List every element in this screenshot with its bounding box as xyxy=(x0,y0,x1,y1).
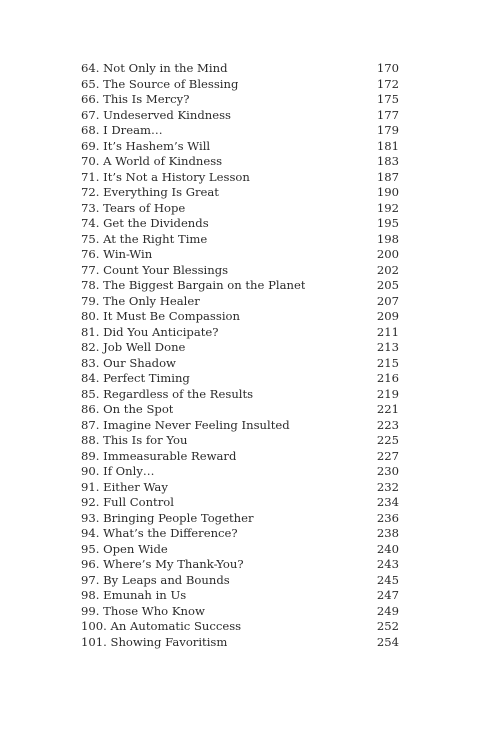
toc-entry-page-number: 219 xyxy=(376,386,399,401)
toc-entry[interactable] xyxy=(81,356,399,372)
toc-entry-title: 94. What’s the Difference? xyxy=(81,526,238,540)
toc-entry[interactable] xyxy=(81,325,399,341)
toc-entry[interactable] xyxy=(81,340,399,356)
toc-entry-page-number: 243 xyxy=(376,557,399,571)
toc-entry-page-number: 177 xyxy=(376,107,399,122)
toc-entry[interactable] xyxy=(81,635,399,651)
toc-entry-page-number: 209 xyxy=(376,309,399,323)
toc-entry-title: 66. This Is Mercy? xyxy=(81,92,190,106)
toc-entry[interactable] xyxy=(81,573,399,589)
toc-entry-page-number: 215 xyxy=(376,355,399,370)
toc-entry[interactable] xyxy=(81,154,399,170)
toc-entry-title: 71. It’s Not a History Lesson xyxy=(81,169,250,184)
toc-entry[interactable] xyxy=(81,619,399,635)
toc-entry-title: 75. At the Right Time xyxy=(81,231,208,246)
toc-entry[interactable] xyxy=(81,294,399,310)
toc-entry-title: 67. Undeserved Kindness xyxy=(81,107,231,122)
toc-entry-page-number: 190 xyxy=(376,185,399,199)
toc-entry-title: 86. On the Spot xyxy=(81,402,174,416)
toc-entry-title: 96. Where’s My Thank-You? xyxy=(81,557,244,571)
toc-entry-title: 100. An Automatic Success xyxy=(81,619,242,633)
toc-entry-page-number: 175 xyxy=(376,92,399,106)
toc-entry[interactable] xyxy=(81,170,399,186)
toc-entry[interactable] xyxy=(81,232,399,248)
toc-entry[interactable] xyxy=(81,139,399,155)
toc-entry-title: 83. Our Shadow xyxy=(81,355,176,370)
toc-entry-page-number: 254 xyxy=(376,634,399,649)
toc-entry[interactable] xyxy=(81,511,399,527)
toc-entry[interactable] xyxy=(81,371,399,387)
toc-entry-title: 99. Those Who Know xyxy=(81,603,205,618)
toc-entry[interactable] xyxy=(81,604,399,620)
toc-entry[interactable] xyxy=(81,464,399,480)
toc-entry-page-number: 252 xyxy=(376,619,399,633)
toc-entry-page-number: 245 xyxy=(376,572,399,587)
toc-entry-page-number: 213 xyxy=(376,340,399,354)
toc-entry-page-number: 200 xyxy=(376,247,399,261)
toc-entry-title: 80. It Must Be Compassion xyxy=(81,309,240,323)
toc-entry-title: 65. The Source of Blessing xyxy=(81,76,239,91)
toc-entry-title: 69. It’s Hashem’s Will xyxy=(81,138,211,153)
toc-entry-page-number: 192 xyxy=(376,200,399,215)
toc-entry-title: 88. This Is for You xyxy=(81,433,188,447)
toc-entry-title: 76. Win-Win xyxy=(81,247,153,261)
table-of-contents xyxy=(81,61,399,650)
toc-entry[interactable] xyxy=(81,557,399,573)
toc-entry-page-number: 202 xyxy=(376,262,399,277)
toc-entry[interactable] xyxy=(81,526,399,542)
toc-entry-page-number: 179 xyxy=(376,123,399,137)
toc-entry-title: 101. Showing Favoritism xyxy=(81,634,228,649)
toc-entry-page-number: 172 xyxy=(376,76,399,91)
toc-entry-page-number: 170 xyxy=(376,61,399,75)
toc-entry-title: 73. Tears of Hope xyxy=(81,200,186,215)
toc-entry[interactable] xyxy=(81,449,399,465)
toc-entry-title: 87. Imagine Never Feeling Insulted xyxy=(81,417,290,432)
toc-entry-title: 64. Not Only in the Mind xyxy=(81,61,228,75)
toc-entry[interactable] xyxy=(81,92,399,108)
toc-entry-page-number: 223 xyxy=(376,417,399,432)
toc-entry-page-number: 232 xyxy=(376,479,399,494)
toc-entry[interactable] xyxy=(81,61,399,77)
toc-entry-title: 93. Bringing People Together xyxy=(81,510,254,525)
toc-entry-title: 77. Count Your Blessings xyxy=(81,262,229,277)
toc-entry[interactable] xyxy=(81,185,399,201)
toc-entry-page-number: 240 xyxy=(376,541,399,556)
toc-entry-page-number: 183 xyxy=(376,154,399,168)
toc-entry-page-number: 216 xyxy=(376,371,399,385)
toc-entry-page-number: 211 xyxy=(376,324,399,339)
toc-entry-page-number: 247 xyxy=(376,588,399,602)
toc-entry[interactable] xyxy=(81,433,399,449)
toc-entry[interactable] xyxy=(81,402,399,418)
toc-entry-title: 84. Perfect Timing xyxy=(81,371,190,385)
toc-entry[interactable] xyxy=(81,263,399,279)
toc-entry-title: 70. A World of Kindness xyxy=(81,154,223,168)
toc-entry-page-number: 236 xyxy=(376,510,399,525)
toc-entry-title: 72. Everything Is Great xyxy=(81,185,219,199)
toc-entry[interactable] xyxy=(81,77,399,93)
toc-entry-page-number: 205 xyxy=(376,278,399,292)
toc-entry-title: 98. Emunah in Us xyxy=(81,588,187,602)
toc-entry-page-number: 249 xyxy=(376,603,399,618)
toc-entry[interactable] xyxy=(81,108,399,124)
toc-entry-title: 68. I Dream… xyxy=(81,123,163,137)
toc-entry-page-number: 227 xyxy=(376,448,399,463)
toc-entry[interactable] xyxy=(81,123,399,139)
toc-entry-title: 91. Either Way xyxy=(81,479,168,494)
toc-entry-page-number: 238 xyxy=(376,526,399,540)
toc-entry[interactable] xyxy=(81,418,399,434)
toc-entry-title: 78. The Biggest Bargain on the Planet xyxy=(81,278,306,292)
toc-entry[interactable] xyxy=(81,201,399,217)
toc-entry-title: 82. Job Well Done xyxy=(81,340,186,354)
toc-entry[interactable] xyxy=(81,387,399,403)
toc-entry-title: 79. The Only Healer xyxy=(81,293,200,308)
toc-entry-title: 95. Open Wide xyxy=(81,541,168,556)
toc-entry[interactable] xyxy=(81,495,399,511)
toc-entry-title: 81. Did You Anticipate? xyxy=(81,324,219,339)
toc-entry-title: 92. Full Control xyxy=(81,495,174,509)
toc-entry[interactable] xyxy=(81,247,399,263)
toc-entry-page-number: 195 xyxy=(376,216,399,230)
toc-entry[interactable] xyxy=(81,480,399,496)
toc-entry[interactable] xyxy=(81,278,399,294)
toc-entry[interactable] xyxy=(81,588,399,604)
toc-entry-page-number: 225 xyxy=(376,433,399,447)
toc-entry-title: 89. Immeasurable Reward xyxy=(81,448,237,463)
toc-entry[interactable] xyxy=(81,542,399,558)
toc-entry-title: 85. Regardless of the Results xyxy=(81,386,254,401)
toc-entry-page-number: 221 xyxy=(376,402,399,416)
toc-entry[interactable] xyxy=(81,216,399,232)
toc-entry-page-number: 198 xyxy=(376,231,399,246)
toc-entry-title: 90. If Only… xyxy=(81,464,155,478)
toc-entry-page-number: 234 xyxy=(376,495,399,509)
toc-entry-page-number: 230 xyxy=(376,464,399,478)
toc-entry-title: 74. Get the Dividends xyxy=(81,216,209,230)
toc-entry-title: 97. By Leaps and Bounds xyxy=(81,572,230,587)
toc-entry[interactable] xyxy=(81,309,399,325)
toc-entry-page-number: 181 xyxy=(376,138,399,153)
toc-entry-page-number: 187 xyxy=(376,169,399,184)
toc-entry-page-number: 207 xyxy=(376,293,399,308)
